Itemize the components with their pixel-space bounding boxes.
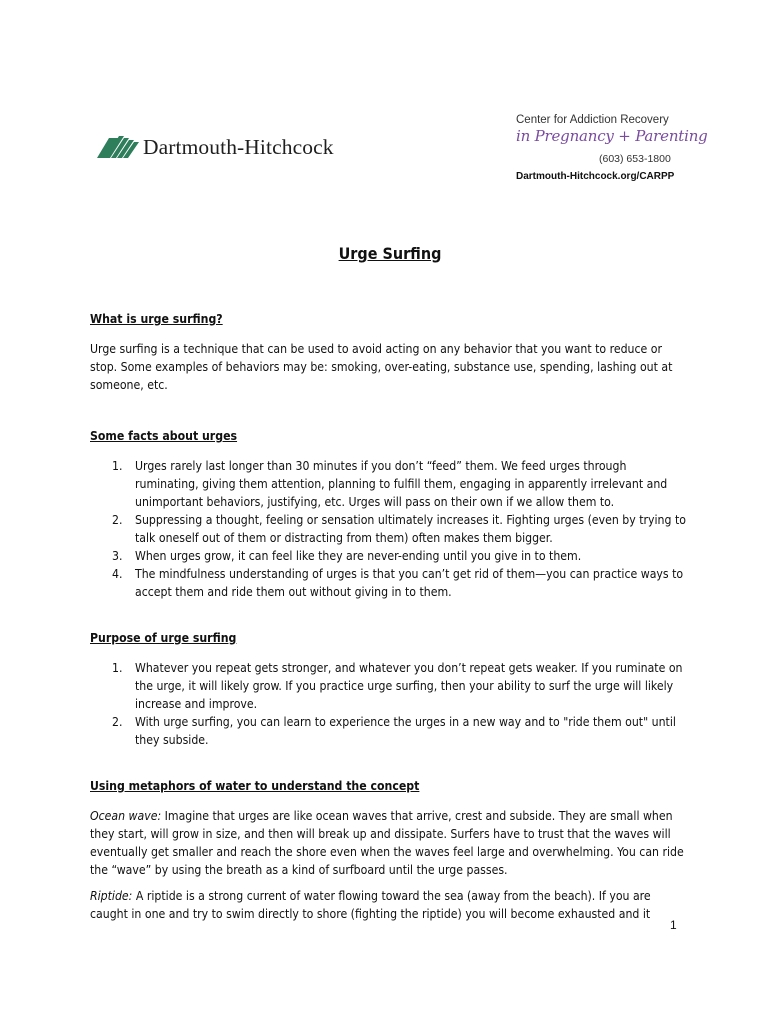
org-phone: (603) 653-1800 [599, 153, 671, 165]
heading-purpose: Purpose of urge surfing [90, 631, 237, 645]
purpose-list [90, 659, 690, 749]
paragraph-ocean-wave [90, 807, 690, 879]
list-item [90, 457, 690, 511]
org-name: Center for Addiction Recovery [516, 114, 669, 126]
org-tagline: in Pregnancy + Parenting [516, 127, 708, 145]
list-number: 2. [112, 715, 123, 729]
paragraph-what-is: Urge surfing is a technique that can be used to avoid acting on any behavior that you want to reduce or stop. Some examples of behaviors may be: smoking, over-eating, substance use, spending, lashing out at someone, etc. [90, 342, 673, 392]
logo-stripes-icon [97, 132, 139, 162]
list-item-text: Whatever you repeat gets stronger, and whatever you don’t repeat gets weaker. If you ruminate on the urge, it will likely grow. If you practice urge surfing, then your ability to surf the urge will likely increase and improve. [135, 661, 683, 711]
riptide-text: A riptide is a strong current of water flowing toward the sea (away from the beach). If you are caught in one and try to swim directly to shore (fighting the riptide) you will become exhausted and it [90, 889, 651, 921]
list-item [90, 547, 690, 565]
term-riptide: Riptide: [90, 889, 133, 903]
paragraph-riptide [90, 887, 690, 923]
list-number: 4. [112, 567, 123, 581]
list-number: 2. [112, 513, 123, 527]
ocean-wave-text: Imagine that urges are like ocean waves that arrive, crest and subside. They are small when they start, will grow in size, and then will break up and dissipate. Surfers have to trust that the waves will eventually get smaller and reach the shore even when the waves feel large and overwhelming. You can ride the “wave” by using the breath as a kind of surfboard until the urge passes. [90, 809, 684, 877]
heading-metaphors: Using metaphors of water to understand the concept [90, 779, 420, 793]
facts-list [90, 457, 690, 601]
org-block [516, 113, 708, 183]
list-item-text: When urges grow, it can feel like they are never-ending until you give in to them. [135, 549, 582, 563]
list-number: 1. [112, 459, 123, 473]
logo-wordmark: Dartmouth-Hitchcock [143, 135, 334, 159]
list-number: 3. [112, 549, 123, 563]
heading-what-is: What is urge surfing? [90, 312, 223, 326]
list-number: 1. [112, 661, 123, 675]
heading-facts: Some facts about urges [90, 429, 238, 443]
dartmouth-hitchcock-logo [97, 132, 334, 162]
list-item [90, 511, 690, 547]
list-item-text: The mindfulness understanding of urges is that you can’t get rid of them—you can practice ways to accept them and ride them out without giving in to them. [135, 567, 684, 599]
term-ocean-wave: Ocean wave: [90, 809, 162, 823]
document-title: Urge Surfing [338, 244, 442, 263]
document-body [90, 242, 690, 923]
list-item-text: With urge surfing, you can learn to experience the urges in a new way and to "ride them out" until they subside. [135, 715, 676, 747]
list-item [90, 565, 690, 601]
list-item [90, 659, 690, 713]
org-url: Dartmouth-Hitchcock.org/CARPP [516, 171, 675, 182]
list-item-text: Urges rarely last longer than 30 minutes if you don’t “feed” them. We feed urges through ruminating, giving them attention, planning to fulfill them, engaging in apparently irrelevant and unimportant behaviors, justifying, etc. Urges will pass on their own if we allow them to. [135, 459, 668, 509]
list-item-text: Suppressing a thought, feeling or sensation ultimately increases it. Fighting urges (even by trying to talk oneself out of them or distracting from them) often makes them bigger. [135, 513, 686, 545]
page-number: 1 [670, 918, 677, 932]
list-item [90, 713, 690, 749]
